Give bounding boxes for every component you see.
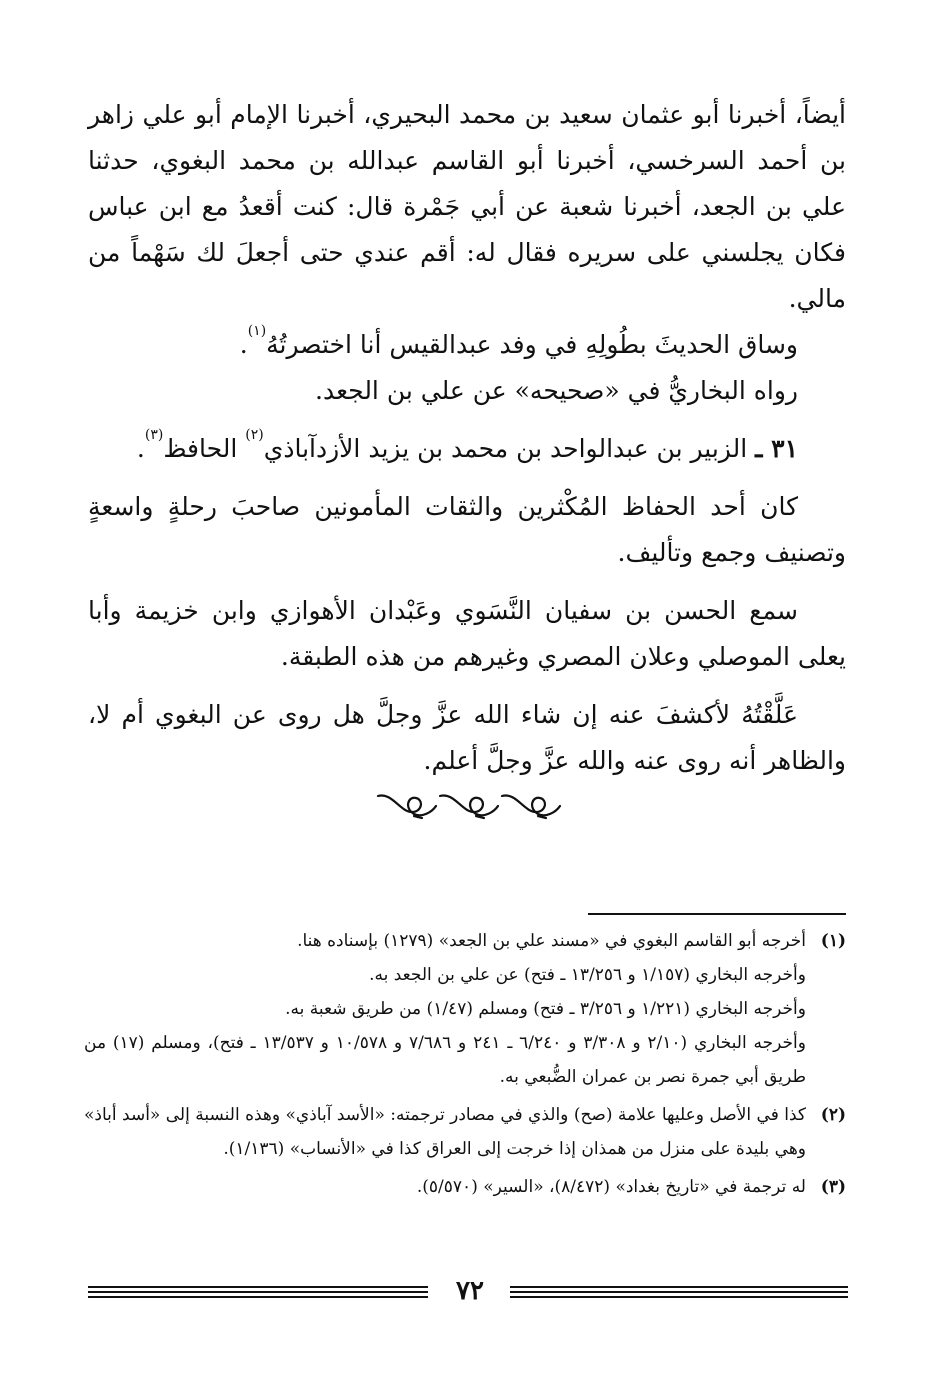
entry-heading [88,426,846,472]
footnote-line: وأخرجه البخاري (١/١٥٧ و ١٣/٢٥٦ ـ فتح) عن علي بن الجعد به. [369,965,806,985]
footnote-line: وأخرجه البخاري (١/٢٢١ و ٣/٢٥٦ ـ فتح) ومسلم (١/٤٧) من طريق شعبة به. [285,999,806,1019]
footnote-line: وأخرجه البخاري (٢/١٠ و ٣/٣٠٨ و ٦/٢٤٠ ـ ٢٤١ و ٧/٦٨٦ و ١٠/٥٧٨ و ١٣/٥٣٧ ـ فتح)، ومسلم (١٧) من طريق أبي جمرة نصر بن عمران الضُّبعي به. [84,1033,806,1087]
main-text [88,92,846,784]
paragraph-comment: عَلَّقْتُهُ لأكشفَ عنه إن شاء الله عزَّ وجلَّ هل روى عن البغوي أم لا، والظاهر أنه روى عنه والله عزَّ وجلَّ أعلم. [88,700,846,775]
footnote-3 [84,1170,846,1204]
footnote-ref-2: (٢) [245,427,264,443]
footnote-body [84,1098,806,1166]
footnote-line: له ترجمة في «تاريخ بغداد» (٨/٤٧٢)، «السير» (٥/٥٧٠). [416,1177,806,1197]
footnote-body [84,1170,806,1204]
footnote-number: (٣) [820,1177,846,1197]
ornament-divider [374,788,574,822]
footnote-ref-1: (١) [247,323,267,339]
footnote-number: (١) [820,931,846,951]
paragraph-hadith-note [88,322,846,368]
footnotes [84,924,846,1204]
paragraph-hadith-note-end: . [239,330,248,359]
paragraph-bukhari: رواه البخاريُّ في «صحيحه» عن علي بن الجعد. [315,376,798,405]
footnote-number: (٢) [820,1105,846,1125]
page-rule-right [510,1286,848,1300]
footnote-2 [84,1098,846,1166]
footnote-body [84,924,806,1094]
paragraph-hadith-note-text: وساق الحديثَ بطُولِهِ في وفد عبدالقيس أنا اختصرتُهُ [266,330,798,359]
footnote-separator [588,913,846,915]
footnote-1 [84,924,846,1094]
page-rule-left [88,1286,428,1300]
paragraph-isnad: أيضاً، أخبرنا أبو عثمان سعيد بن محمد البحيري، أخبرنا الإمام أبو علي زاهر بن أحمد السرخسي، أخبرنا أبو القاسم عبدالله بن محمد البغوي، حدثنا علي بن الجعد، أخبرنا شعبة عن أبي جَمْرة قال: كنت أقعدُ مع ابن عباس فكان يجلسني على سريره فقال له: أقم عندي حتى أجعلَ لك سَهْماً من مالي. [88,100,846,313]
paragraph-biography: كان أحد الحفاظ المُكْثرين والثقات المأمونين صاحبَ رحلةٍ واسعةٍ وتصنيف وجمع وتأليف. [88,492,846,567]
paragraph-teachers: سمع الحسن بن سفيان النَّسَوي وعَبْدان الأهوازي وابن خزيمة وأبا يعلى الموصلي وعلان المصري وغيرهم من هذه الطبقة. [88,596,846,671]
footnote-ref-3: (٣) [144,427,164,443]
page-number: ٧٢ [456,1276,484,1306]
footnote-line: كذا في الأصل وعليها علامة (صح) والذي في مصادر ترجمته: «الأسد آباذي» وهذه النسبة إلى «أسد أباذ» وهي بليدة على منزل من همذان إذا خرجت إلى العراق كذا في «الأنساب» (١/١٣٦). [84,1105,806,1159]
entry-number: ٣١ ـ [755,434,798,463]
entry-title: الحافظ [163,434,246,463]
entry-name: الزبير بن عبدالواحد بن محمد بن يزيد الأزدآباذي [263,434,756,463]
footnote-line: أخرجه أبو القاسم البغوي في «مسند علي بن الجعد» (١٢٧٩) بإسناده هنا. [297,931,806,951]
entry-end: . [136,434,145,463]
